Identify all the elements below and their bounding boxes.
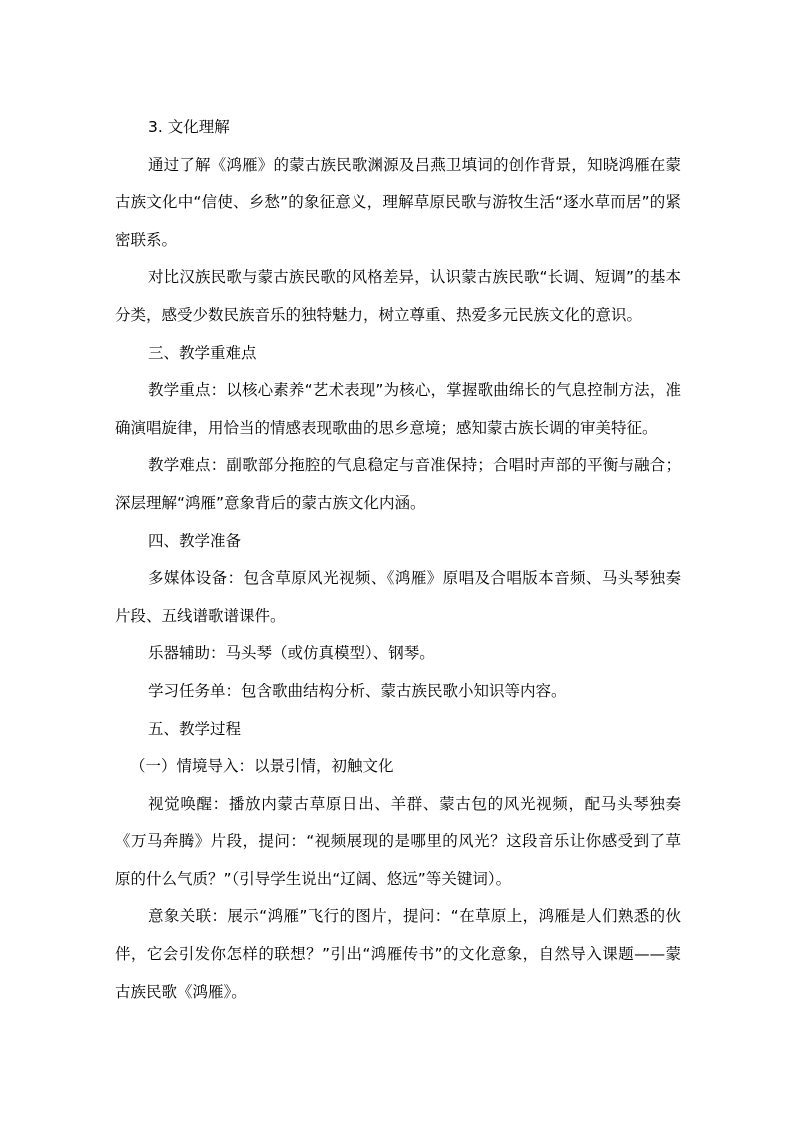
- subsection-heading-intro: （一）情境导入：以景引情，初触文化: [130, 757, 394, 776]
- section-heading-culture: 3. 文化理解: [148, 118, 230, 136]
- paragraph-culture-comparison: 对比汉族民歌与蒙古族民歌的风格差异，认识蒙古族民歌“长调、短调”的基本分类，感受少数民族音乐的独特魅力，树立尊重、热爱多元民族文化的意识。: [115, 268, 681, 324]
- paragraph-worksheet: 学习任务单：包含歌曲结构分析、蒙古族民歌小知识等内容。: [148, 681, 567, 700]
- section-heading-preparation: 四、教学准备: [148, 531, 242, 550]
- paragraph-visual-awakening: 视觉唤醒：播放内蒙古草原日出、羊群、蒙古包的风光视频，配马头琴独奏《万马奔腾》片段，提问：“视频展现的是哪里的风光？这段音乐让你感受到了草原的什么气质？”（引导学生说出“辽阔、悠远”等关键词）。: [115, 794, 681, 888]
- paragraph-culture-background: 通过了解《鸿雁》的蒙古族民歌渊源及吕燕卫填词的创作背景，知晓鸿雁在蒙古族文化中“信使、乡愁”的象征意义，理解草原民歌与游牧生活“逐水草而居”的紧密联系。: [115, 155, 681, 249]
- document-body: [115, 109, 681, 1011]
- paragraph-multimedia: 多媒体设备：包含草原风光视频、《鸿雁》原唱及合唱版本音频、马头琴独奏片段、五线谱歌谱课件。: [115, 569, 681, 625]
- paragraph-key-point: 教学重点：以核心素养“艺术表现”为核心，掌握歌曲绵长的气息控制方法，准确演唱旋律，用恰当的情感表现歌曲的思乡意境；感知蒙古族长调的审美特征。: [115, 381, 681, 437]
- section-heading-key-points: 三、教学重难点: [148, 343, 257, 362]
- paragraph-difficulty: 教学难点：副歌部分拖腔的气息稳定与音准保持；合唱时声部的平衡与融合；深层理解“鸿雁”意象背后的蒙古族文化内涵。: [115, 456, 681, 512]
- paragraph-instruments: 乐器辅助：马头琴（或仿真模型）、钢琴。: [148, 644, 435, 663]
- section-heading-process: 五、教学过程: [148, 719, 242, 738]
- paragraph-image-association: 意象关联：展示“鸿雁”飞行的图片，提问：“在草原上，鸿雁是人们熟悉的伙伴，它会引发你怎样的联想？”引出“鸿雁传书”的文化意象，自然导入课题——蒙古族民歌《鸿雁》。: [115, 907, 681, 1001]
